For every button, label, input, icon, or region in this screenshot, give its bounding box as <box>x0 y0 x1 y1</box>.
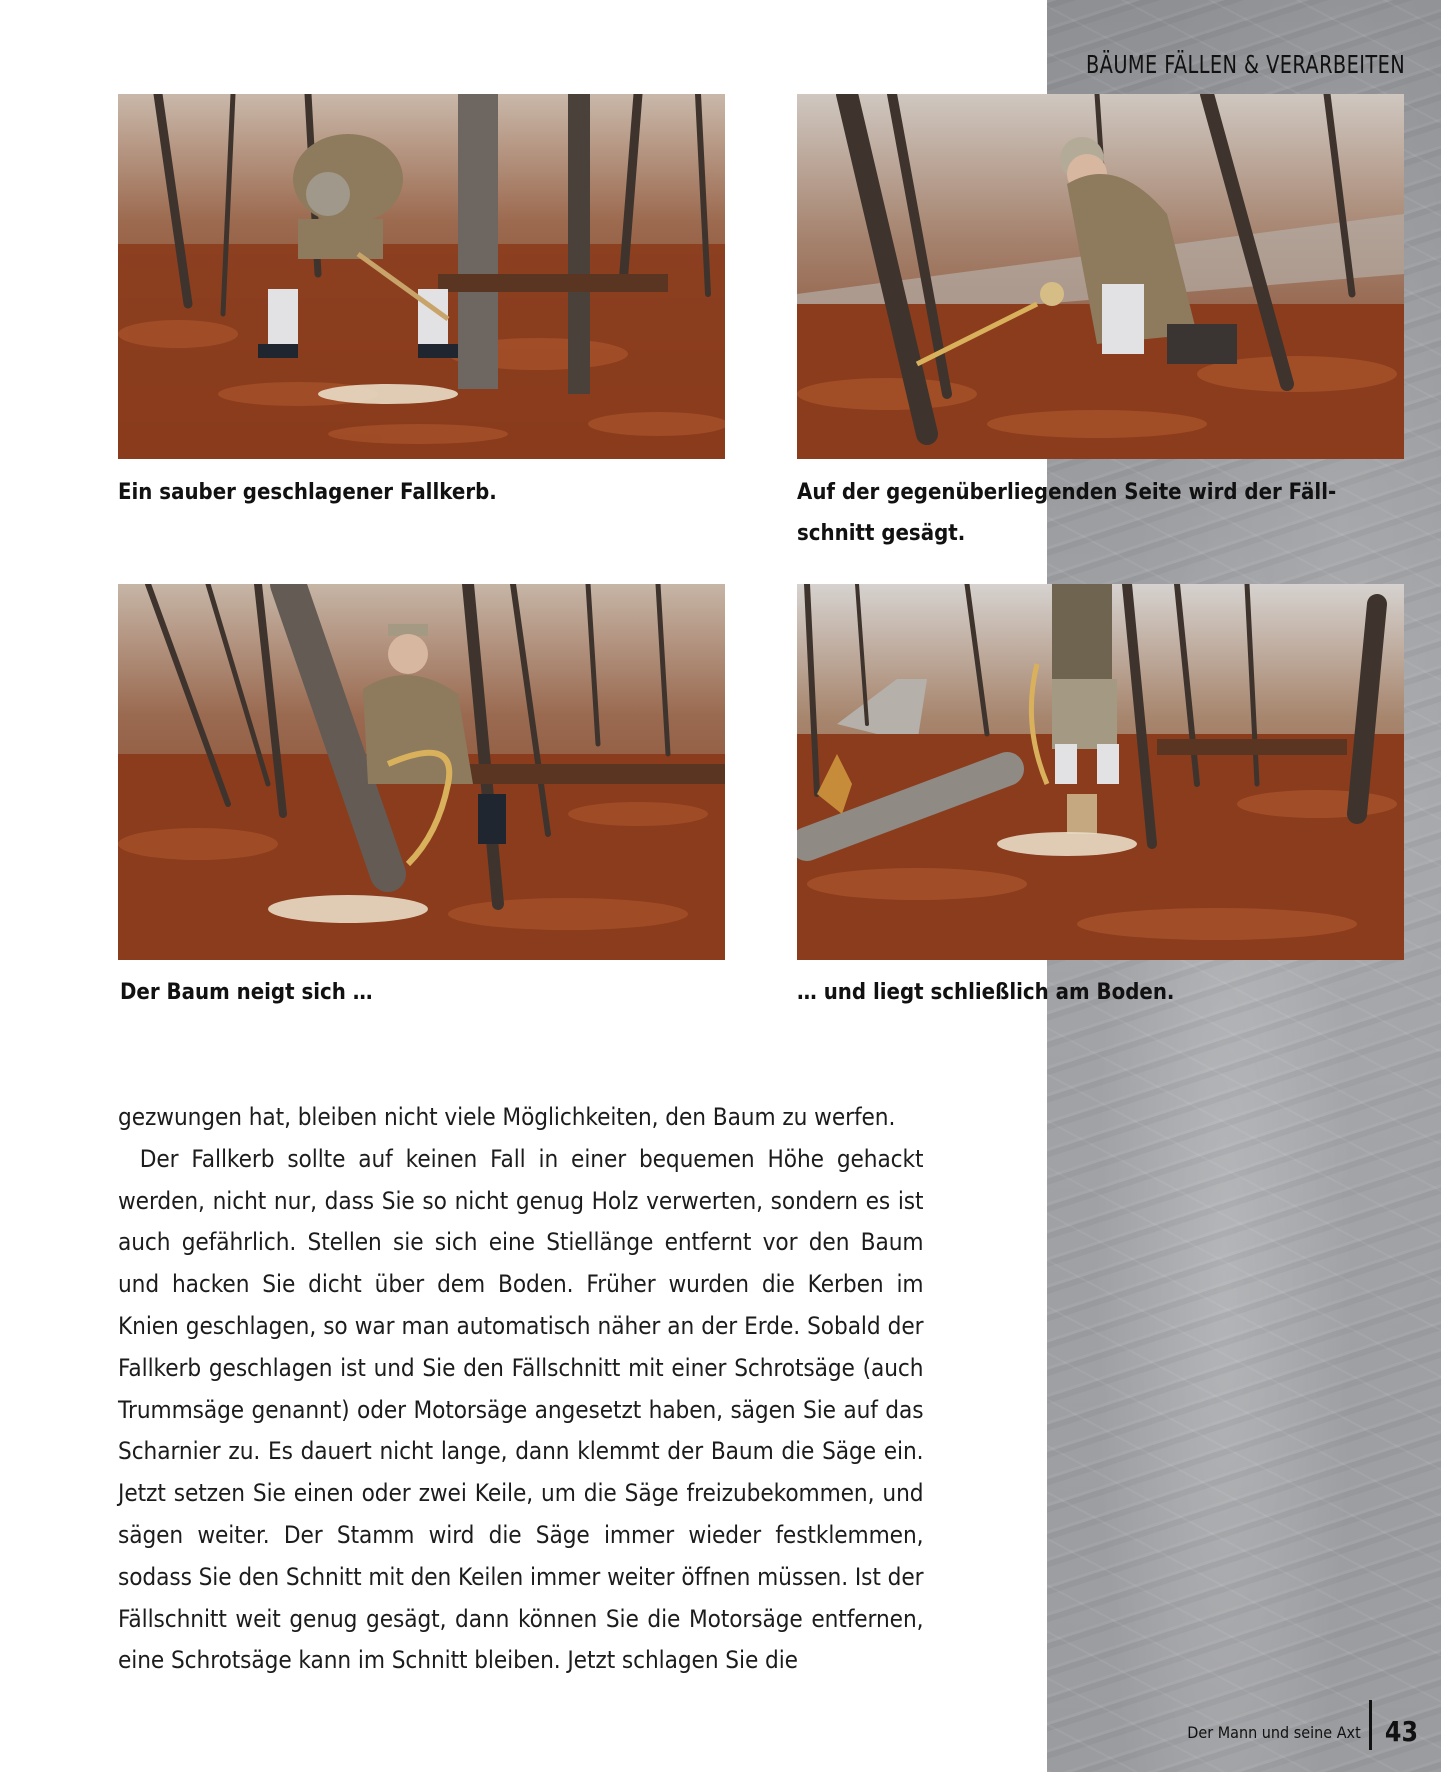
photo-tree-leaning <box>118 584 725 960</box>
photo-felling-notch <box>118 94 725 459</box>
photo-caption: … und liegt schließlich am Boden. <box>797 980 1175 1005</box>
page-footer <box>1168 1700 1421 1750</box>
body-paragraph: Der Fallkerb sollte auf keinen Fall in einer bequemen Höhe gehackt werden, nicht nur, dass Sie so nicht genug Holz verwerten, sondern es ist auch gefährlich. Stellen sie sich eine Stiellänge entfernt vor den Baum und hacken Sie dicht über dem Boden. Früher wurden die Kerben im Knien geschlagen, so war man automatisch näher an der Erde. Sobald der Fallkerb geschlagen ist und Sie den Fällschnitt mit einer Schrotsäge (auch Trummsäge genannt) oder Motorsäge angesetzt haben, sägen Sie auf das Scharnier zu. Es dauert nicht lange, dann klemmt der Baum die Säge ein. Jetzt setzen Sie einen oder zwei Keile, um die Säge freizubekommen, und sägen weiter. Der Stamm wird die Säge immer wieder festklemmen, sodass Sie den Schnitt mit den Keilen immer weiter öffnen müssen. Ist der Fällschnitt weit genug gesägt, dann können Sie die Motorsäge entfernen, eine Schrotsäge kann im Schnitt bleiben. Jetzt schlagen Sie die <box>118 1144 924 1675</box>
photo-caption: Auf der gegenüberliegenden Seite wird der Fäll-schnitt gesägt. <box>797 480 1337 546</box>
book-title: Der Mann und seine Axt <box>1187 1722 1362 1742</box>
body-text <box>118 1097 923 1682</box>
body-paragraph: gezwungen hat, bleiben nicht viele Möglichkeiten, den Baum zu werfen. <box>118 1103 896 1131</box>
photo-caption: Ein sauber geschlagener Fallkerb. <box>118 480 497 505</box>
photo-sawing-felling-cut <box>797 94 1404 459</box>
photo-caption: Der Baum neigt sich … <box>120 980 373 1005</box>
running-header: BÄUME FÄLLEN & VERARBEITEN <box>1085 50 1405 79</box>
footer-divider <box>1369 1700 1372 1750</box>
photo-tree-fallen <box>797 584 1404 960</box>
page-number: 43 <box>1384 1714 1419 1748</box>
